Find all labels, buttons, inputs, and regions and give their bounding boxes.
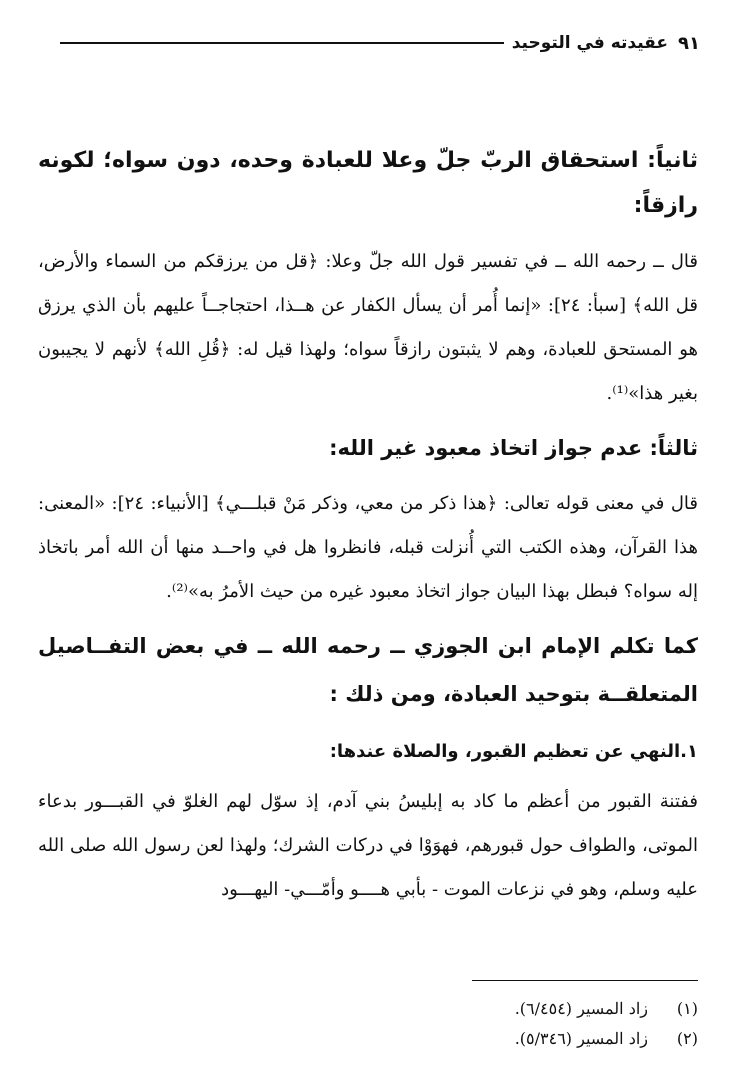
- paragraph-graves: ففتنة القبور من أعظم ما كاد به إبليسُ بني آدم، إذ سوّل لهم الغلوّ في القبـــور بدعاء الموتى، والطواف حول قبورهم، فهوَوْا في دركات الشرك؛ ولهذا لعن رسول الله صلى الله عليه وسلم، وهو في نزعات الموت - بأبي هــــو وأمّـــي- اليهـــود: [38, 791, 698, 900]
- footnote-2: [38, 1024, 698, 1054]
- heading-second-point: ثانياً: استحقاق الربّ جلّ وعلا للعبادة وحده، دون سواه؛ لكونه رازقاً:: [38, 148, 698, 218]
- running-title: عقيدته في التوحيد: [511, 33, 669, 53]
- heading-third-point: ثالثاً: عدم جواز اتخاذ معبود غير الله:: [329, 436, 698, 460]
- subheading-graves: ١.النهي عن تعظيم القبور، والصلاة عندها:: [329, 741, 698, 762]
- running-header: [60, 28, 700, 58]
- footnote-separator: [472, 980, 698, 981]
- footnote-text: زاد المسير (٥/٣٤٦).: [514, 1029, 648, 1048]
- footnote-1: [38, 994, 698, 1024]
- main-text: [38, 138, 698, 920]
- footnote-number: (٢): [676, 1029, 698, 1048]
- footnote-number: (١): [676, 999, 698, 1018]
- page-number: ٩١: [678, 32, 700, 54]
- paragraph-no-other-deity: قال في معنى قوله تعالى: ﴿هذا ذكر من معي، وذكر مَنْ قبلـــي﴾ [الأنبياء: ٢٤]: «المعنى: هذا القرآن، وهذه الكتب التي أُنزلت قبله، فانظروا هل في واحــد منها أن الله أمر باتخاذ إله سواه؟ فبطل بهذا البيان جواز اتخاذ معبود غيره من حيث الأمرُ به»⁽²⁾.: [38, 493, 698, 602]
- paragraph-provider-argument: قال ــ رحمه الله ــ في تفسير قول الله جلّ وعلا: ﴿قل من يرزقكم من السماء والأرض، قل الله﴾ [سبأ: ٢٤]: «إنما أُمر أن يسأل الكفار عن هــذا، احتجاجــاً عليهم بأن الذي يرزق هو المستحق للعبادة، وهم لا يثبتون رازقاً سواه؛ ولهذا قيل له: ﴿قُلِ الله﴾ لأنهم لا يجيبون بغير هذا»⁽¹⁾.: [38, 251, 698, 404]
- header-rule: [60, 42, 504, 44]
- heading-details-intro: كما تكلم الإمام ابن الجوزي ــ رحمه الله ــ في بعض التفــاصيل المتعلقــة بتوحيد العبادة، ومن ذلك :: [38, 634, 698, 706]
- footnote-text: زاد المسير (٦/٤٥٤).: [514, 999, 648, 1018]
- footnotes: [38, 994, 698, 1054]
